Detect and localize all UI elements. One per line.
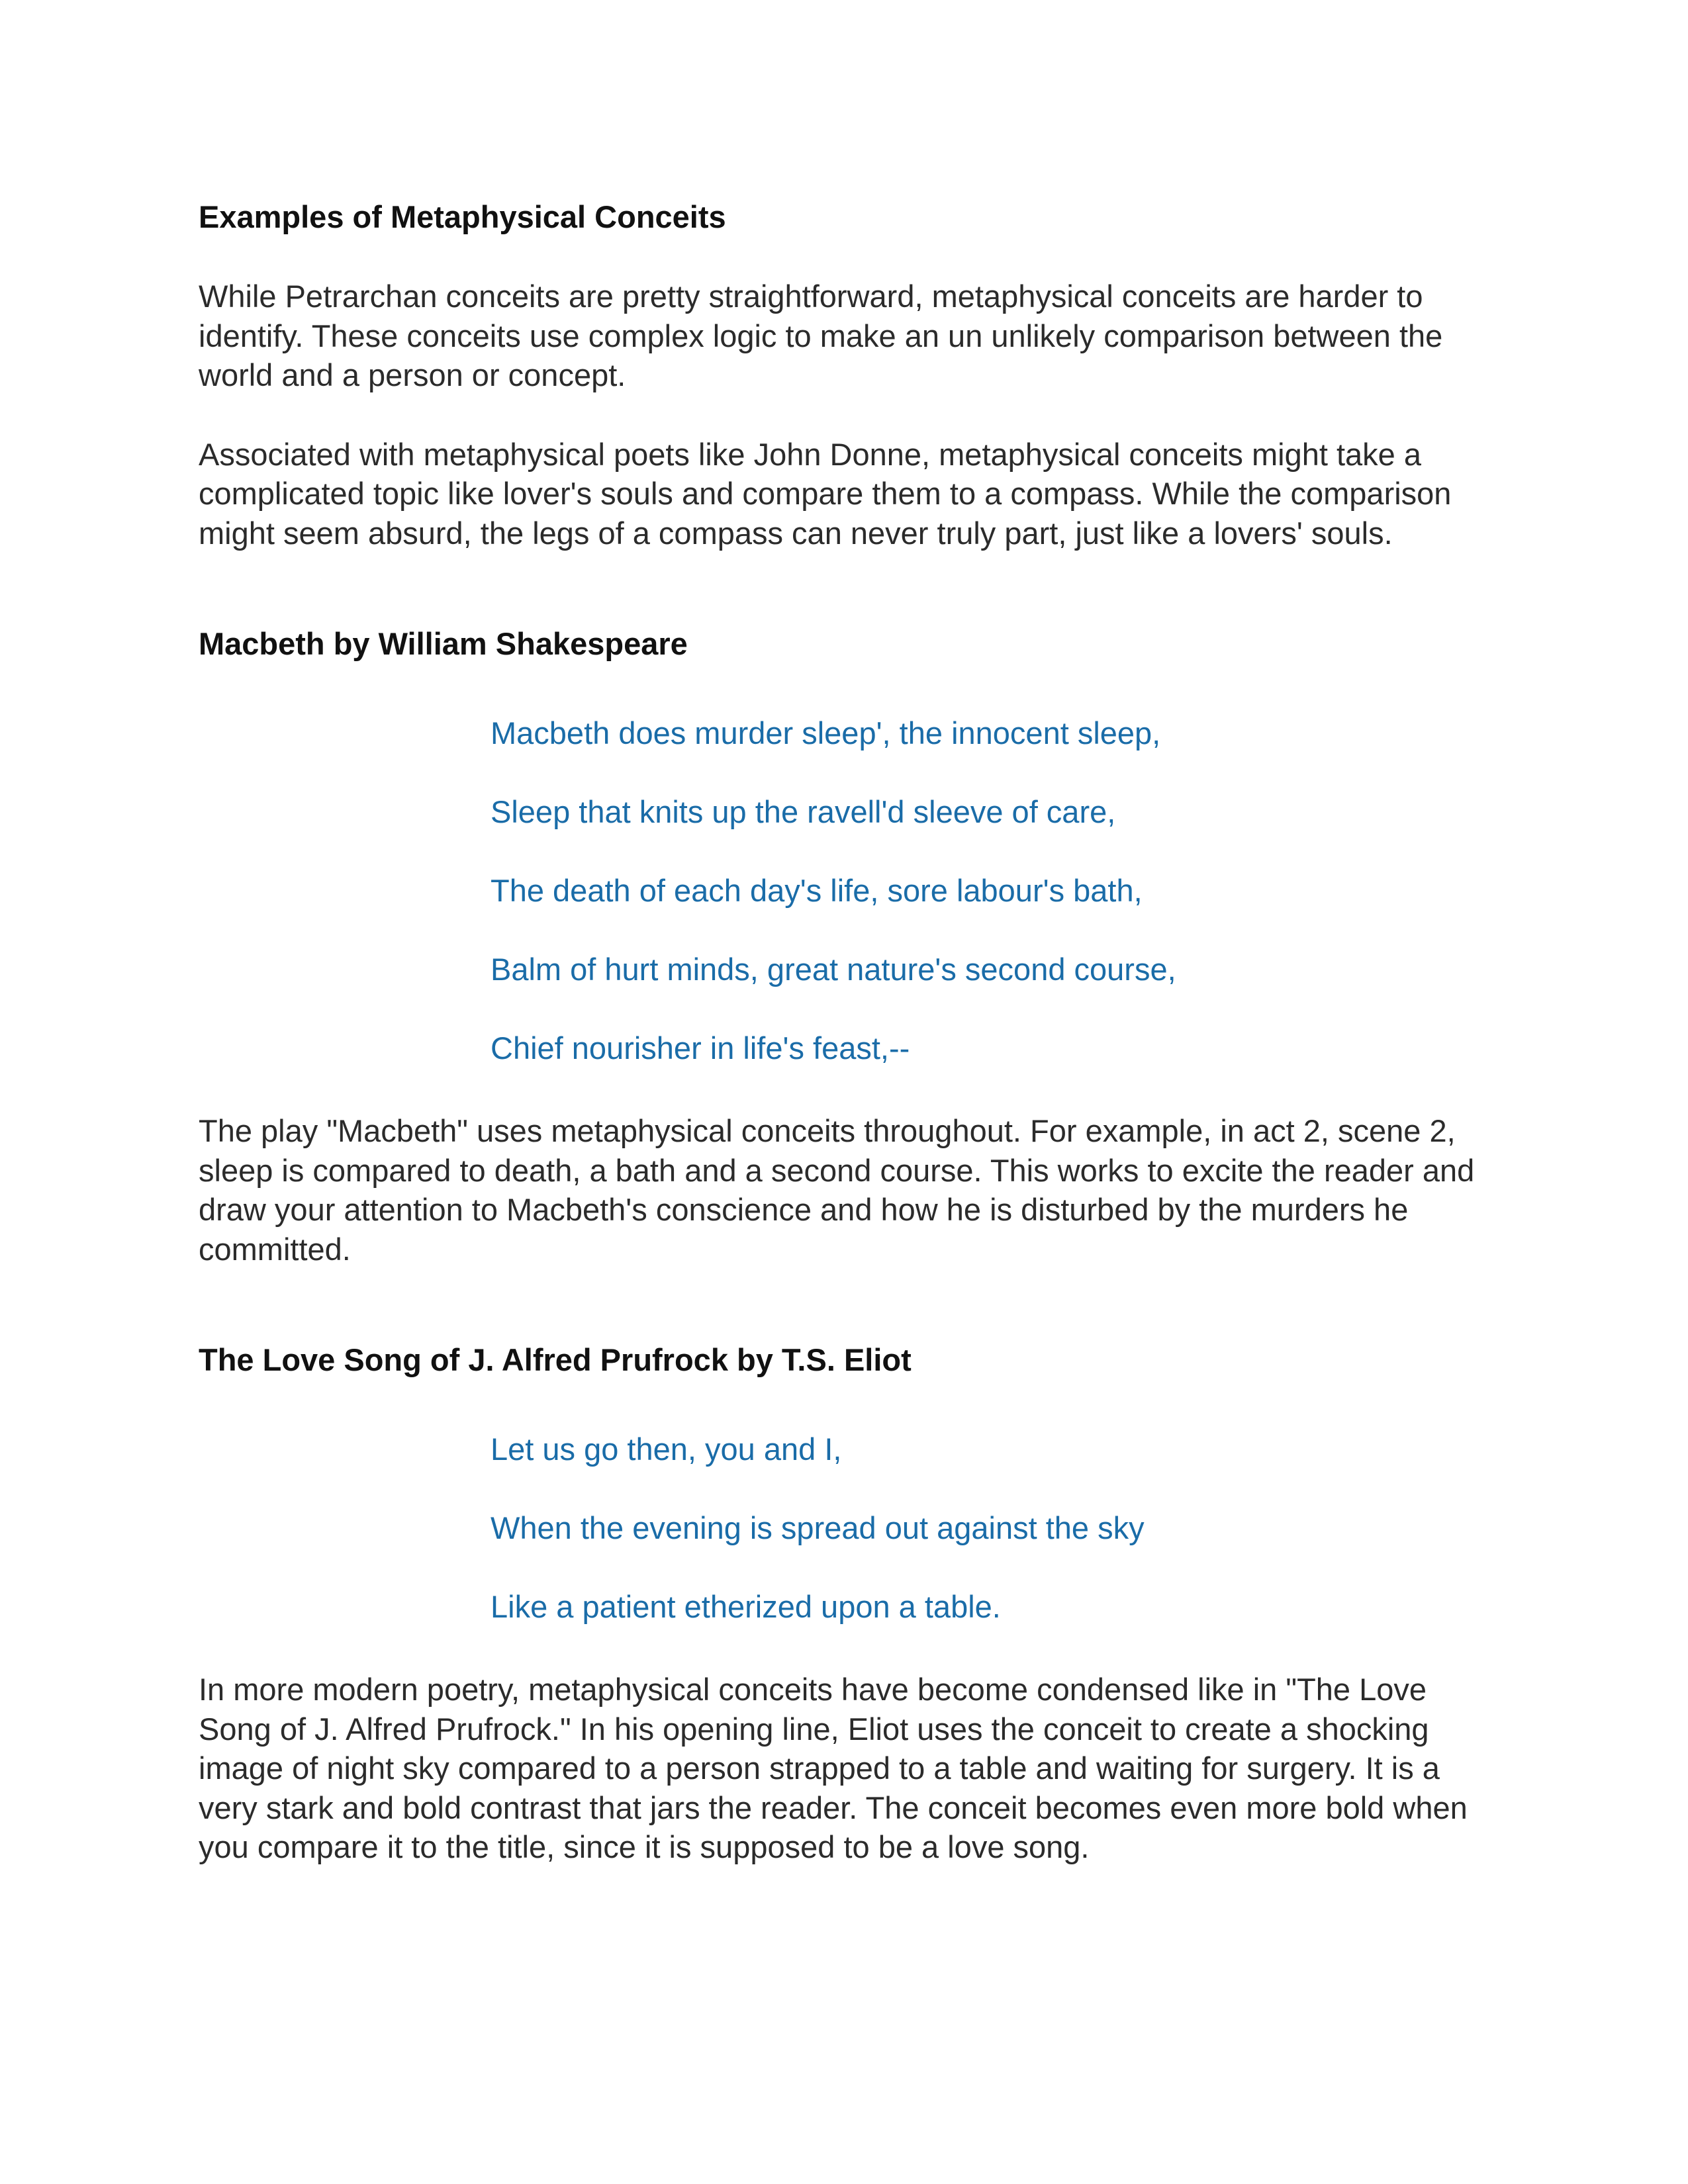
poem-line: When the evening is spread out against the sky	[491, 1510, 1145, 1545]
section-heading-metaphysical-conceits: Examples of Metaphysical Conceits	[199, 199, 726, 234]
poem-line: Macbeth does murder sleep', the innocent sleep,	[491, 715, 1161, 751]
poem-line: Like a patient etherized upon a table.	[491, 1589, 1001, 1624]
poem-line: Let us go then, you and I,	[491, 1432, 842, 1467]
donne-paragraph: Associated with metaphysical poets like John Donne, metaphysical conceits might take a complicated topic like lover's souls and compare them to a compass. While the comparison might seem absurd, the legs of a compass can never truly part, just like a lovers' souls.	[199, 436, 1452, 551]
document-page	[199, 197, 1496, 1867]
macbeth-commentary: The play "Macbeth" uses metaphysical conceits throughout. For example, in act 2, scene 2, sleep is compared to death, a bath and a second course. This works to excite the reader and draw your attention to Macbeth's conscience and how he is disturbed by the murders he committed.	[199, 1113, 1475, 1267]
poem-line: Sleep that knits up the ravell'd sleeve of care,	[491, 794, 1116, 829]
poem-line: The death of each day's life, sore labour's bath,	[491, 873, 1143, 908]
poem-line: Chief nourisher in life's feast,--	[491, 1030, 910, 1066]
prufrock-commentary: In more modern poetry, metaphysical conceits have become condensed like in "The Love Song of J. Alfred Prufrock." In his opening line, Eliot uses the conceit to create a shocking image of night sky compared to a person strapped to a table and waiting for surgery. It is a very stark and bold contrast that jars the reader. The conceit becomes even more bold when you compare it to the title, since it is supposed to be a love song.	[199, 1672, 1468, 1864]
poem-line: Balm of hurt minds, great nature's second course,	[491, 952, 1176, 987]
section-heading-prufrock: The Love Song of J. Alfred Prufrock by T.S. Eliot	[199, 1342, 912, 1377]
macbeth-quote	[199, 713, 1496, 1068]
prufrock-quote	[199, 1430, 1496, 1627]
intro-paragraph: While Petrarchan conceits are pretty straightforward, metaphysical conceits are harder to identify. These conceits use complex logic to make an un unlikely comparison between the world and a person or concept.	[199, 279, 1443, 392]
section-heading-macbeth: Macbeth by William Shakespeare	[199, 626, 688, 661]
